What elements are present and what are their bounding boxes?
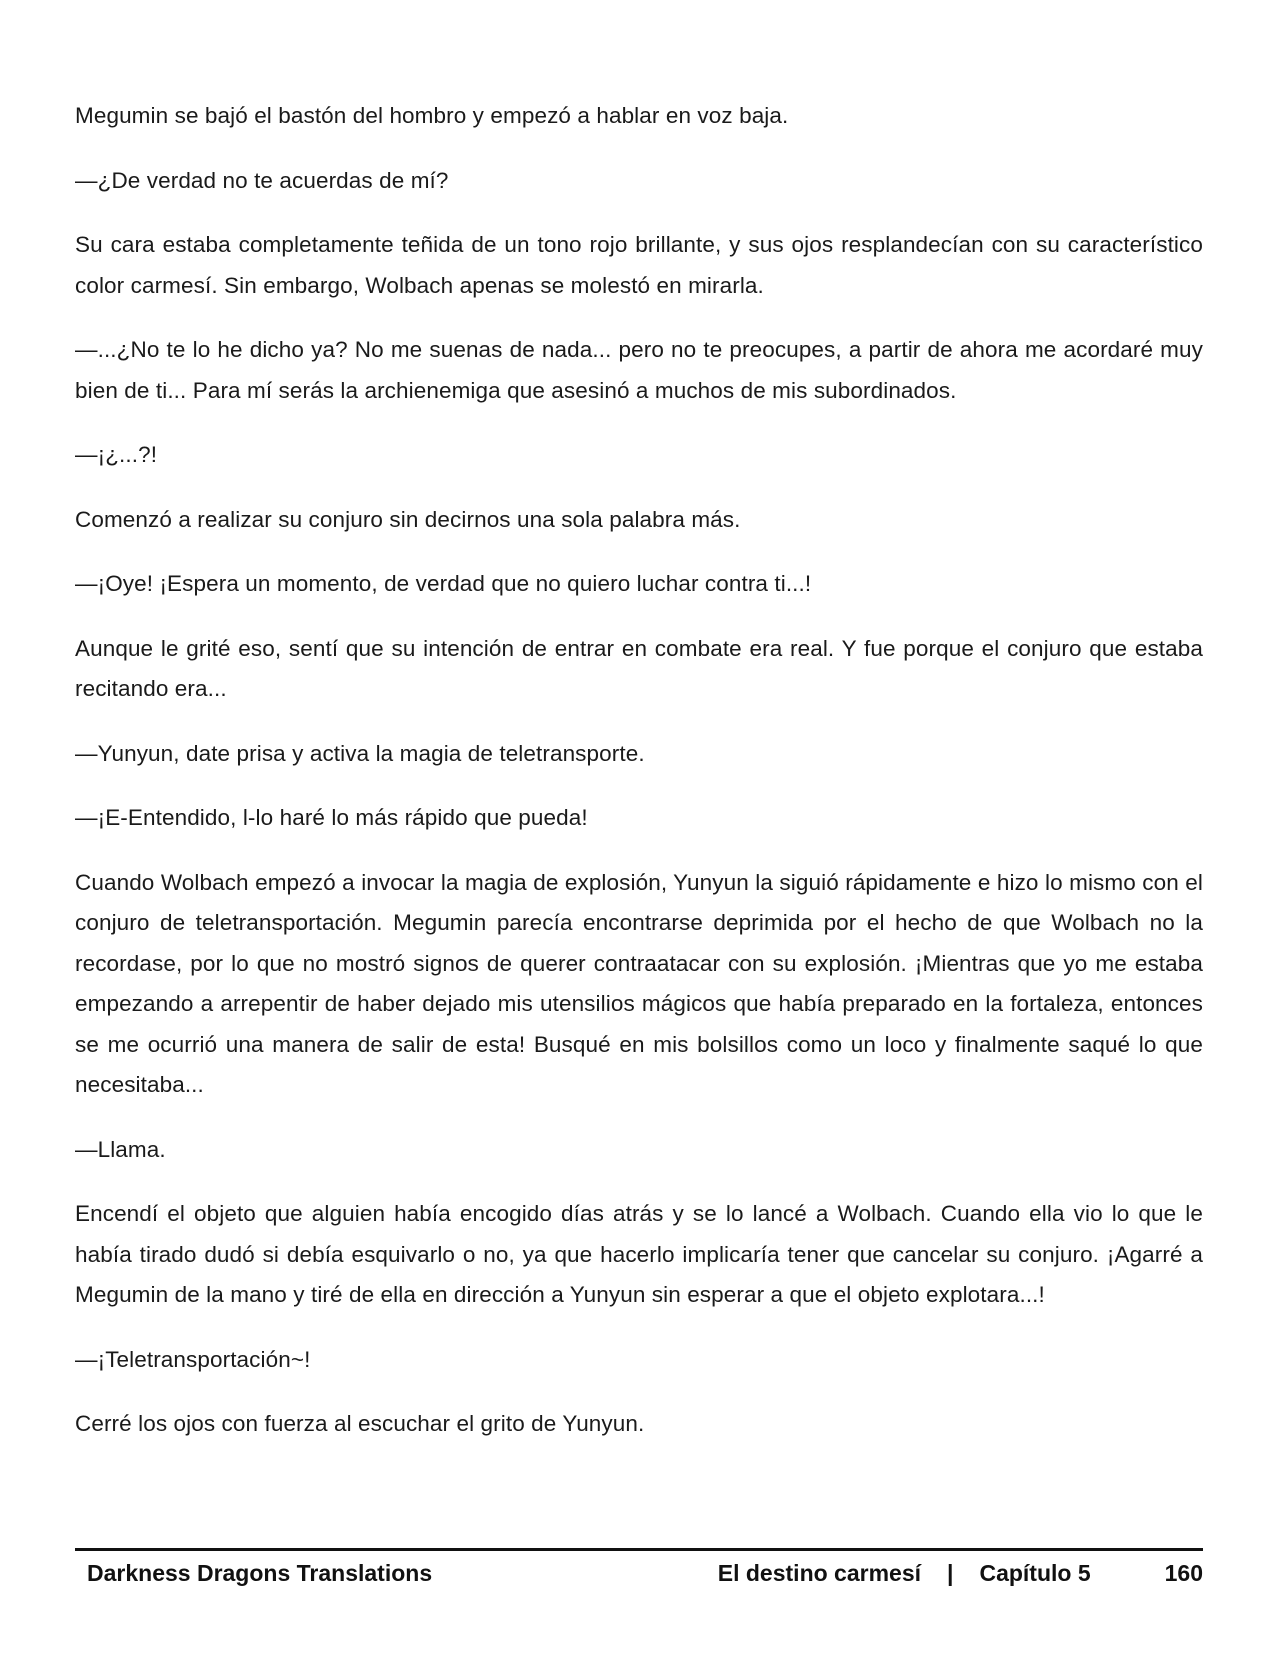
chapter-label: Capítulo 5 xyxy=(979,1560,1091,1586)
footer-divider xyxy=(75,1548,1203,1551)
footer-separator: | xyxy=(947,1560,954,1586)
translation-group-name: Darkness Dragons Translations xyxy=(87,1560,433,1586)
paragraph: Cerré los ojos con fuerza al escuchar el grito de Yunyun. xyxy=(75,1411,645,1436)
dialogue-line: —¿De verdad no te acuerdas de mí? xyxy=(75,167,449,193)
dialogue-line: —Llama. xyxy=(75,1136,166,1162)
paragraph: Cuando Wolbach empezó a invocar la magia de explosión, Yunyun la siguió rápidamente e hizo lo mismo con el conjuro de teletransportación. Megumin parecía encontrarse deprimida por el hecho de que Wolbach no la recordase, por lo que no mostró signos de querer contraatacar con su explosión. ¡Mientras que yo me estaba empezando a arrepentir de haber dejado mis utensilios mágicos que había preparado en la fortaleza, entonces se me ocurrió una manera de salir de esta! Busqué en mis bolsillos como un loco y finalmente saqué lo que necesitaba... xyxy=(75,869,1203,1097)
book-title: El destino carmesí xyxy=(717,1560,922,1586)
paragraph: Megumin se bajó el bastón del hombro y empezó a hablar en voz baja. xyxy=(75,103,789,128)
dialogue-line: —¡¿...?! xyxy=(75,442,158,467)
page-body xyxy=(75,96,1203,1469)
paragraph: Encendí el objeto que alguien había encogido días atrás y se lo lancé a Wolbach. Cuando ella vio lo que le había tirado dudó si debía esquivarlo o no, ya que hacerlo implicaría tener que cancelar su conjuro. ¡Agarré a Megumin de la mano y tiré de ella en dirección a Yunyun sin esperar a que el objeto explotara...! xyxy=(75,1201,1203,1307)
dialogue-line: —¡E-Entendido, l-lo haré lo más rápido que pueda! xyxy=(75,805,588,830)
footer-right-group xyxy=(718,1560,1203,1587)
dialogue-line: —Yunyun, date prisa y activa la magia de teletransporte. xyxy=(75,740,645,766)
page-footer xyxy=(75,1556,1203,1592)
dialogue-line: —¡Oye! ¡Espera un momento, de verdad que no quiero luchar contra ti...! xyxy=(75,571,812,596)
paragraph: Comenzó a realizar su conjuro sin decirnos una sola palabra más. xyxy=(75,506,741,532)
dialogue-line: —...¿No te lo he dicho ya? No me suenas de nada... pero no te preocupes, a partir de ahora me acordaré muy bien de ti... Para mí serás la archienemiga que asesinó a muchos de mis subordinados. xyxy=(75,337,1203,403)
page-number: 160 xyxy=(1164,1560,1203,1586)
dialogue-line: —¡Teletransportación~! xyxy=(75,1346,311,1372)
paragraph: Su cara estaba completamente teñida de un tono rojo brillante, y sus ojos resplandecían con su característico color carmesí. Sin embargo, Wolbach apenas se molestó en mirarla. xyxy=(75,232,1203,298)
paragraph: Aunque le grité eso, sentí que su intención de entrar en combate era real. Y fue porque el conjuro que estaba recitando era... xyxy=(75,635,1203,701)
